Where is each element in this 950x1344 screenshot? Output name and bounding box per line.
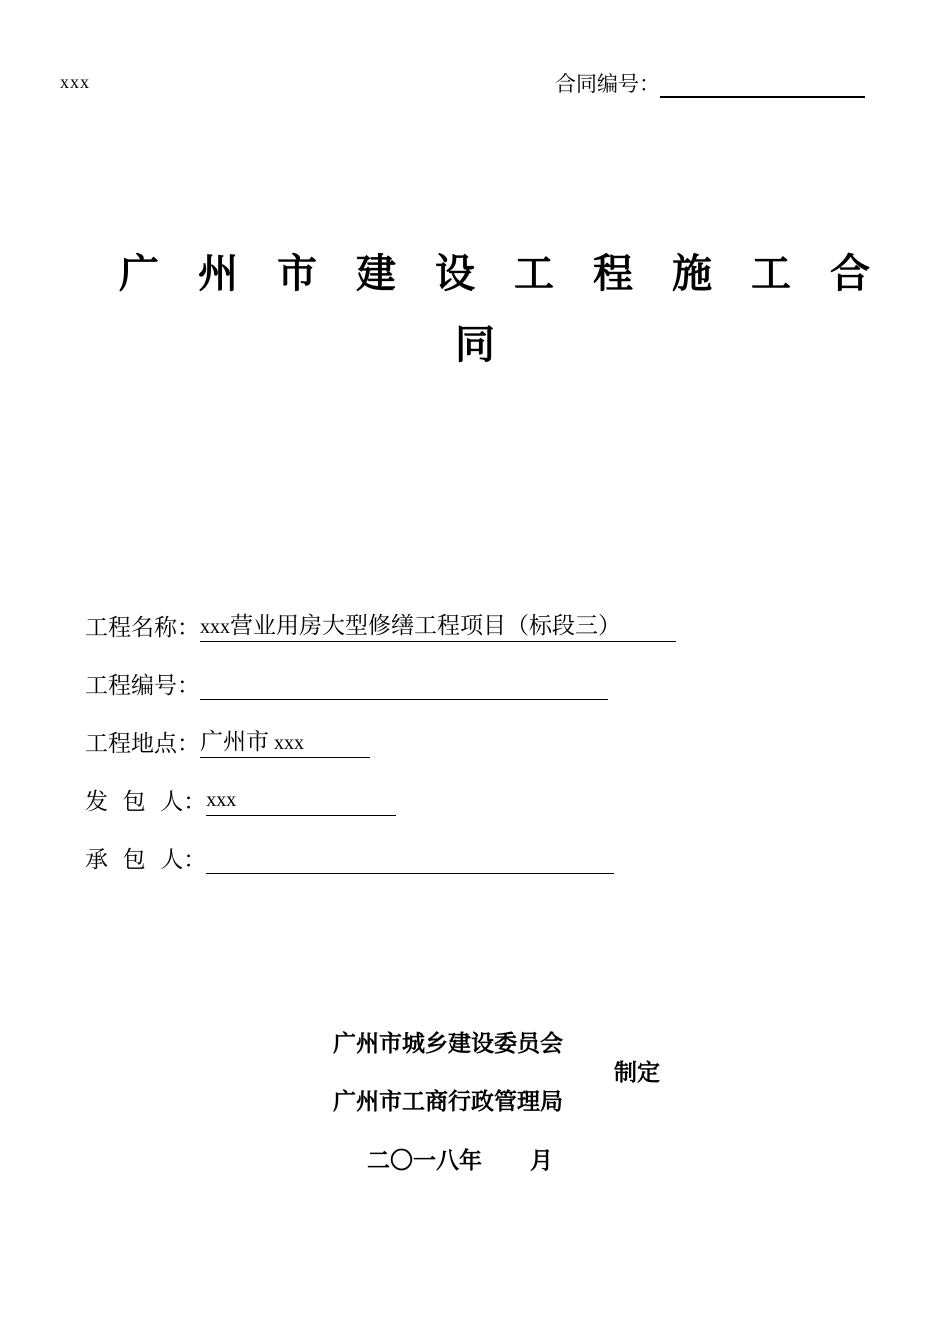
project-site-label: 工程地点： [85, 731, 200, 757]
project-site-value-city: 广州市 [200, 729, 269, 755]
issuer-label: 发 包 人： [85, 789, 207, 815]
contractor-blank [206, 843, 614, 874]
issuing-authority-1: 广州市城乡建设委员会 [333, 1031, 563, 1057]
project-code-field [85, 666, 608, 700]
project-name-label: 工程名称： [85, 615, 200, 641]
issuer-value: xxx [206, 785, 396, 816]
issuer-field [85, 782, 396, 816]
made-by-label: 制定 [614, 1060, 660, 1086]
project-name-field [85, 608, 676, 642]
project-site-field [85, 724, 370, 758]
document-date: 二〇一八年 月 [367, 1148, 554, 1174]
contract-number-label: 合同编号： [555, 72, 660, 96]
contract-number [555, 68, 865, 98]
header-left-text: xxx [60, 72, 90, 92]
contract-number-blank [660, 70, 865, 98]
document-title-line1: 广州市建设工程施工合 [119, 251, 909, 297]
project-code-blank [200, 669, 608, 700]
project-site-value-latin: xxx [269, 732, 304, 754]
issuing-authority-2: 广州市工商行政管理局 [333, 1089, 563, 1115]
project-name-value-latin: xxx [200, 616, 230, 638]
contractor-label: 承 包 人： [85, 847, 207, 873]
project-site-value [200, 727, 370, 758]
project-code-label: 工程编号： [85, 673, 200, 699]
contractor-field [85, 840, 614, 874]
project-name-value [200, 611, 676, 642]
project-name-value-text: 营业用房大型修缮工程项目（标段三） [230, 613, 621, 639]
document-title-line2: 同 [455, 322, 495, 368]
